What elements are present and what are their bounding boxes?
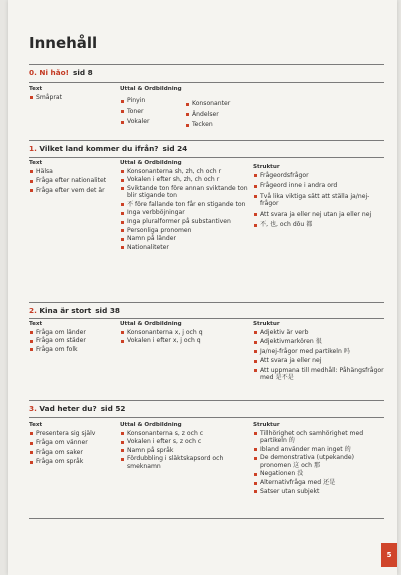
list-item: Att svara ja eller nej <box>253 357 384 365</box>
list-item: Ja/nej-frågor med partikeln 吗 <box>253 348 384 356</box>
list-item: 不 före fallande ton får en stigande ton <box>120 201 250 209</box>
list-item: Fråga om språk <box>29 458 109 466</box>
list-item: Ibland använder man inget 的 <box>253 446 384 454</box>
list-item: Namn på länder <box>120 235 250 243</box>
text-column: Text Presentera sig själv Fråga om vänner Fråga om saker Fråga om språk <box>29 422 109 466</box>
text-column: Text Fråga om länder Fråga om städer Fråga om folk <box>29 321 109 353</box>
list-item: Vokaler <box>120 118 180 126</box>
list-item: Inga pluralformer på substantiven <box>120 218 250 226</box>
page-title: Innehåll <box>29 34 98 52</box>
list-item: Fråga om folk <box>29 346 109 354</box>
divider <box>29 82 384 83</box>
list-item: Fråga om städer <box>29 337 109 345</box>
list-item: Fråga om saker <box>29 449 109 457</box>
list-item: Nationaliteter <box>120 244 250 252</box>
struktur-column: Struktur Tillhörighet och samhörighet med partikeln 的 Ibland använder man inget 的 De demonstrativa (utpekande) pronomen 这 och 那 Negationen 没 Alternativfråga med 还是 Satser utan subjekt <box>253 422 384 495</box>
page-number-tab: 5 <box>381 543 397 567</box>
list-item: Vokalen i efter sh, zh, ch och r <box>120 176 250 184</box>
list-item: Presentera sig själv <box>29 430 109 438</box>
list-item: Tillhörighet och samhörighet med partikeln 的 <box>253 430 384 445</box>
uttal-column-a <box>120 97 180 126</box>
list-item: Fördubbling i släktskapsord och smeknamn <box>120 455 250 470</box>
list-item: Sviktande ton före annan sviktande ton blir stigande ton <box>120 185 250 200</box>
list-item: Satser utan subjekt <box>253 488 384 496</box>
divider <box>29 417 384 418</box>
section-1 <box>29 140 384 302</box>
list-item: Att svara ja eller nej utan ja eller nej <box>253 211 384 219</box>
list-item: Alternativfråga med 还是 <box>253 479 384 487</box>
divider <box>29 64 384 65</box>
list-item: Namn på språk <box>120 447 250 455</box>
list-item: Ändelser <box>185 111 265 119</box>
list-item: Frågeordsfrågor <box>253 172 384 180</box>
list-item: Konsonanterna s, z och c <box>120 430 250 438</box>
divider <box>29 400 384 401</box>
uttal-column: Uttal & Ordbildning Konsonanterna x, j och q Vokalen i efter x, j och q <box>120 321 250 345</box>
struktur-column: Struktur Frågeordsfrågor Frågeord inne i andra ord Två lika viktiga sätt att ställa ja/nej-frågor Att svara ja eller nej utan ja eller nej 不, 也, och dōu 都 <box>253 164 384 229</box>
section-heading: 3. Vad heter du? sid 52 <box>29 404 126 413</box>
list-item: Fråga om länder <box>29 329 109 337</box>
list-item: Negationen 没 <box>253 470 384 478</box>
section-2 <box>29 302 384 400</box>
list-item: Fråga efter vem det är <box>29 187 109 195</box>
book-page <box>8 0 397 575</box>
section-heading: 0. Ni hǎo! sid 8 <box>29 68 93 77</box>
section-0 <box>29 64 384 144</box>
list-item: Två lika viktiga sätt att ställa ja/nej-frågor <box>253 193 384 208</box>
divider <box>29 518 384 519</box>
list-item: Toner <box>120 108 180 116</box>
list-item: Fråga om vänner <box>29 439 109 447</box>
list-item: Vokalen i efter s, z och c <box>120 438 250 446</box>
divider <box>29 157 384 158</box>
list-item: 不, 也, och dōu 都 <box>253 221 384 229</box>
list-item: Konsonanter <box>185 100 265 108</box>
divider <box>29 140 384 141</box>
section-3 <box>29 400 384 530</box>
text-column: Text Småprat <box>29 86 109 101</box>
list-item: De demonstrativa (utpekande) pronomen 这 och 那 <box>253 454 384 469</box>
uttal-column-b <box>185 100 265 129</box>
list-item: Inga verbböjningar <box>120 209 250 217</box>
list-item: Adjektivmarkören 很 <box>253 338 384 346</box>
list-item: Konsonanterna x, j och q <box>120 329 250 337</box>
list-item: Pinyin <box>120 97 180 105</box>
uttal-column: Uttal & Ordbildning Konsonanterna s, z och c Vokalen i efter s, z och c Namn på språk Fördubbling i släktskapsord och smeknamn <box>120 422 250 470</box>
uttal-column: Uttal & Ordbildning Konsonanterna sh, zh, ch och r Vokalen i efter sh, zh, ch och r Sviktande ton före annan sviktande ton blir stigande ton 不 före fallande ton får en stigande ton Inga verbböjningar Inga pluralformer på substantiven Personliga pronomen Namn på länder Nationaliteter <box>120 160 250 251</box>
uttal-column: Uttal & Ordbildning <box>120 86 182 92</box>
list-item: Att uppmana till medhåll: Påhängsfrågor med 是不是 <box>253 367 384 382</box>
list-item: Adjektiv är verb <box>253 329 384 337</box>
divider <box>29 302 384 303</box>
divider <box>29 318 384 319</box>
list-item: Fråga efter nationalitet <box>29 177 109 185</box>
list-item: Frågeord inne i andra ord <box>253 182 384 190</box>
section-heading: 2. Kina är stort sid 38 <box>29 306 120 315</box>
text-column: Text Hälsa Fråga efter nationalitet Fråga efter vem det är <box>29 160 109 194</box>
struktur-column: Struktur Adjektiv är verb Adjektivmarkören 很 Ja/nej-frågor med partikeln 吗 Att svara ja eller nej Att uppmana till medhåll: Påhängsfrågor med 是不是 <box>253 321 384 382</box>
list-item: Småprat <box>29 94 109 102</box>
list-item: Hälsa <box>29 168 109 176</box>
list-item: Personliga pronomen <box>120 227 250 235</box>
list-item: Vokalen i efter x, j och q <box>120 337 250 345</box>
list-item: Konsonanterna sh, zh, ch och r <box>120 168 250 176</box>
list-item: Tecken <box>185 121 265 129</box>
section-heading: 1. Vilket land kommer du ifrån? sid 24 <box>29 144 188 153</box>
